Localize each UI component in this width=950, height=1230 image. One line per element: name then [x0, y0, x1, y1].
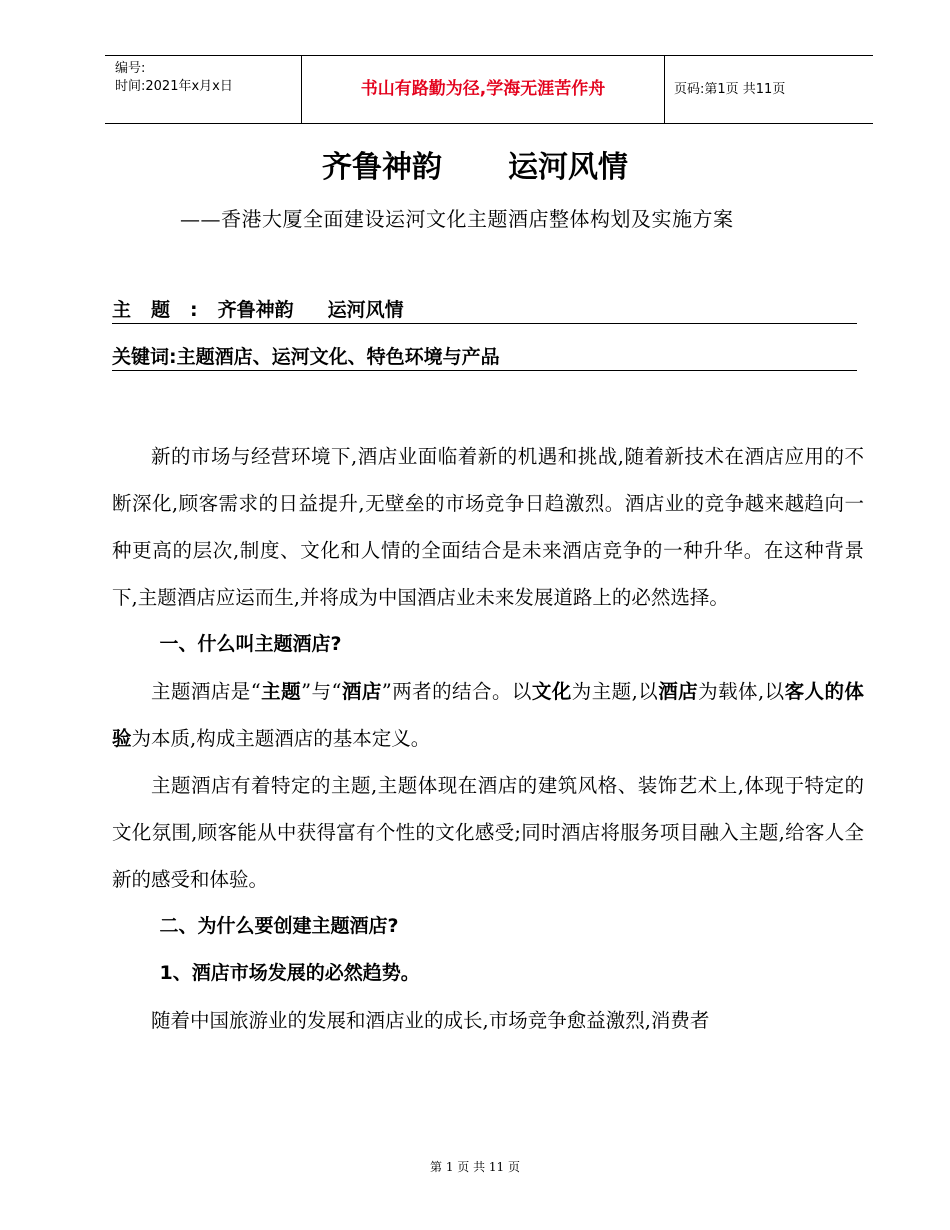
- text-run: 为主题,以: [571, 680, 659, 703]
- theme-value-2: 运河风情: [327, 299, 404, 321]
- theme-label: 主题:: [112, 299, 218, 321]
- document-time-label: 时间:2021年x月x日: [115, 79, 233, 94]
- keywords-label: 关键词:: [112, 346, 177, 368]
- section-heading-1: 一、什么叫主题酒店?: [159, 633, 342, 655]
- document-body: [112, 433, 864, 1044]
- header-page-number: 页码:第1页 共11页: [674, 82, 786, 97]
- text-run: 为载体,以: [698, 680, 785, 703]
- header-motto-cell: [301, 56, 665, 123]
- header-meta-cell: [105, 56, 300, 123]
- document-title: [0, 148, 950, 188]
- bold-run: 主题: [260, 680, 302, 703]
- title-part-1: 齐鲁神韵: [322, 150, 442, 185]
- text-run: 为本质,构成主题酒店的基本定义。: [131, 727, 431, 750]
- bold-run: 客人的体验: [112, 680, 864, 750]
- keywords-field: [112, 344, 857, 371]
- section-heading-2: 二、为什么要创建主题酒店?: [159, 915, 399, 937]
- theme-field: [112, 297, 857, 324]
- subsection-heading-1: 1、酒店市场发展的必然趋势。: [159, 962, 420, 984]
- header-table: [105, 55, 873, 124]
- text-run: ”与“: [301, 680, 342, 703]
- title-part-2: 运河风情: [508, 150, 628, 185]
- header-page-cell: [664, 56, 873, 123]
- text-run: 主题酒店是“: [151, 680, 261, 703]
- document-subtitle: ——香港大厦全面建设运河文化主题酒店整体构划及实施方案: [180, 207, 734, 231]
- paragraph-market: 随着中国旅游业的发展和酒店业的成长,市场竞争愈益激烈,消费者: [151, 1009, 710, 1032]
- theme-value-1: 齐鲁神韵: [217, 299, 294, 321]
- paragraph-characteristics: 主题酒店有着特定的主题,主题体现在酒店的建筑风格、装饰艺术上,体现于特定的文化氛围,顾客能从中获得富有个性的文化感受;同时酒店将服务项目融入主题,给客人全新的感受和体验。: [112, 774, 864, 891]
- paragraph-definition: [112, 668, 864, 762]
- page-footer: 第 1 页 共 11 页: [430, 1160, 520, 1174]
- bold-run: 酒店: [341, 680, 382, 703]
- header-motto: 书山有路勤为径,学海无涯苦作舟: [360, 79, 606, 99]
- bold-run: 文化: [531, 680, 572, 703]
- text-run: ”两者的结合。以: [381, 680, 532, 703]
- document-number-label: 编号:: [115, 61, 146, 76]
- paragraph-intro: 新的市场与经营环境下,酒店业面临着新的机遇和挑战,随着新技术在酒店应用的不断深化,顾客需求的日益提升,无壁垒的市场竞争日趋激烈。酒店业的竞争越来越趋向一种更高的层次,制度、文化和人情的全面结合是未来酒店竞争的一种升华。在这种背景下,主题酒店应运而生,并将成为中国酒店业未来发展道路上的必然选择。: [112, 445, 864, 609]
- keywords-value: 主题酒店、运河文化、特色环境与产品: [176, 346, 500, 368]
- bold-run: 酒店: [658, 680, 699, 703]
